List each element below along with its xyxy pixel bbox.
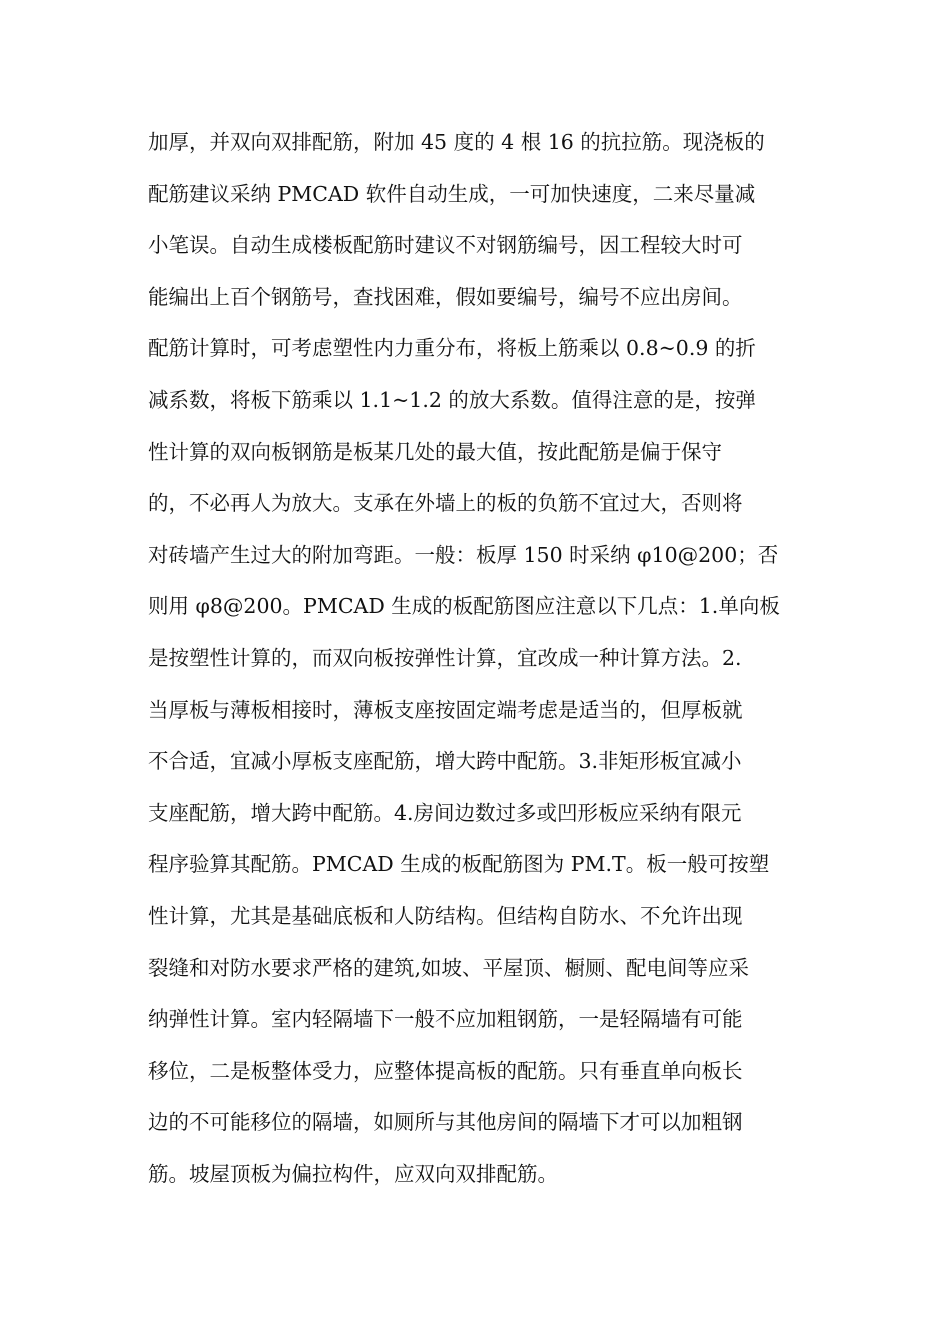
text-line-14: 支座配筋，增大跨中配筋。4.房间边数过多或凹形板应采纳有限元 [148,800,742,825]
text-line-17: 裂缝和对防水要求严格的建筑,如坡、平屋顶、橱厕、配电间等应采 [148,955,750,980]
text-line-12: 当厚板与薄板相接时，薄板支座按固定端考虑是适当的，但厚板就 [148,697,743,722]
text-line-13: 不合适，宜减小厚板支座配筋，增大跨中配筋。3.非矩形板宜减小 [148,749,742,774]
text-line-9: 对砖墙产生过大的附加弯距。一般：板厚 150 时采纳 φ10@200；否 [148,542,779,567]
text-line-7: 性计算的双向板钢筋是板某几处的最大值，按此配筋是偏于保守 [148,439,722,464]
text-line-16: 性计算，尤其是基础底板和人防结构。但结构自防水、不允许出现 [148,903,743,928]
text-line-4: 能编出上百个钢筋号，查找困难，假如要编号，编号不应出房间。 [148,284,743,309]
text-line-15: 程序验算其配筋。PMCAD 生成的板配筋图为 PM.T。板一般可按塑 [148,852,770,877]
text-line-2: 配筋建议采纳 PMCAD 软件自动生成，一可加快速度，二来尽量减 [148,181,756,206]
text-line-1: 加厚，并双向双排配筋，附加 45 度的 4 根 16 的抗拉筋。现浇板的 [148,130,765,154]
text-line-21: 筋。坡屋顶板为偏拉构件，应双向双排配筋。 [148,1161,558,1186]
text-line-18: 纳弹性计算。室内轻隔墙下一般不应加粗钢筋，一是轻隔墙有可能 [148,1007,743,1032]
text-line-5: 配筋计算时，可考虑塑性内力重分布，将板上筋乘以 0.8~0.9 的折 [148,336,756,361]
text-line-3: 小笔误。自动生成楼板配筋时建议不对钢筋编号，因工程较大时可 [148,233,743,258]
text-line-6: 减系数，将板下筋乘以 1.1~1.2 的放大系数。值得注意的是，按弹 [148,387,756,412]
text-line-19: 移位，二是板整体受力，应整体提高板的配筋。只有垂直单向板长 [148,1058,743,1083]
text-line-20: 边的不可能移位的隔墙，如厕所与其他房间的隔墙下才可以加粗钢 [148,1110,743,1135]
text-line-10: 则用 φ8@200。PMCAD 生成的板配筋图应注意以下几点：1.单向板 [148,594,780,619]
text-line-11: 是按塑性计算的，而双向板按弹性计算，宜改成一种计算方法。2. [148,645,742,670]
text-line-8: 的，不必再人为放大。支承在外墙上的板的负筋不宜过大，否则将 [148,491,743,516]
body-text [148,117,828,1200]
